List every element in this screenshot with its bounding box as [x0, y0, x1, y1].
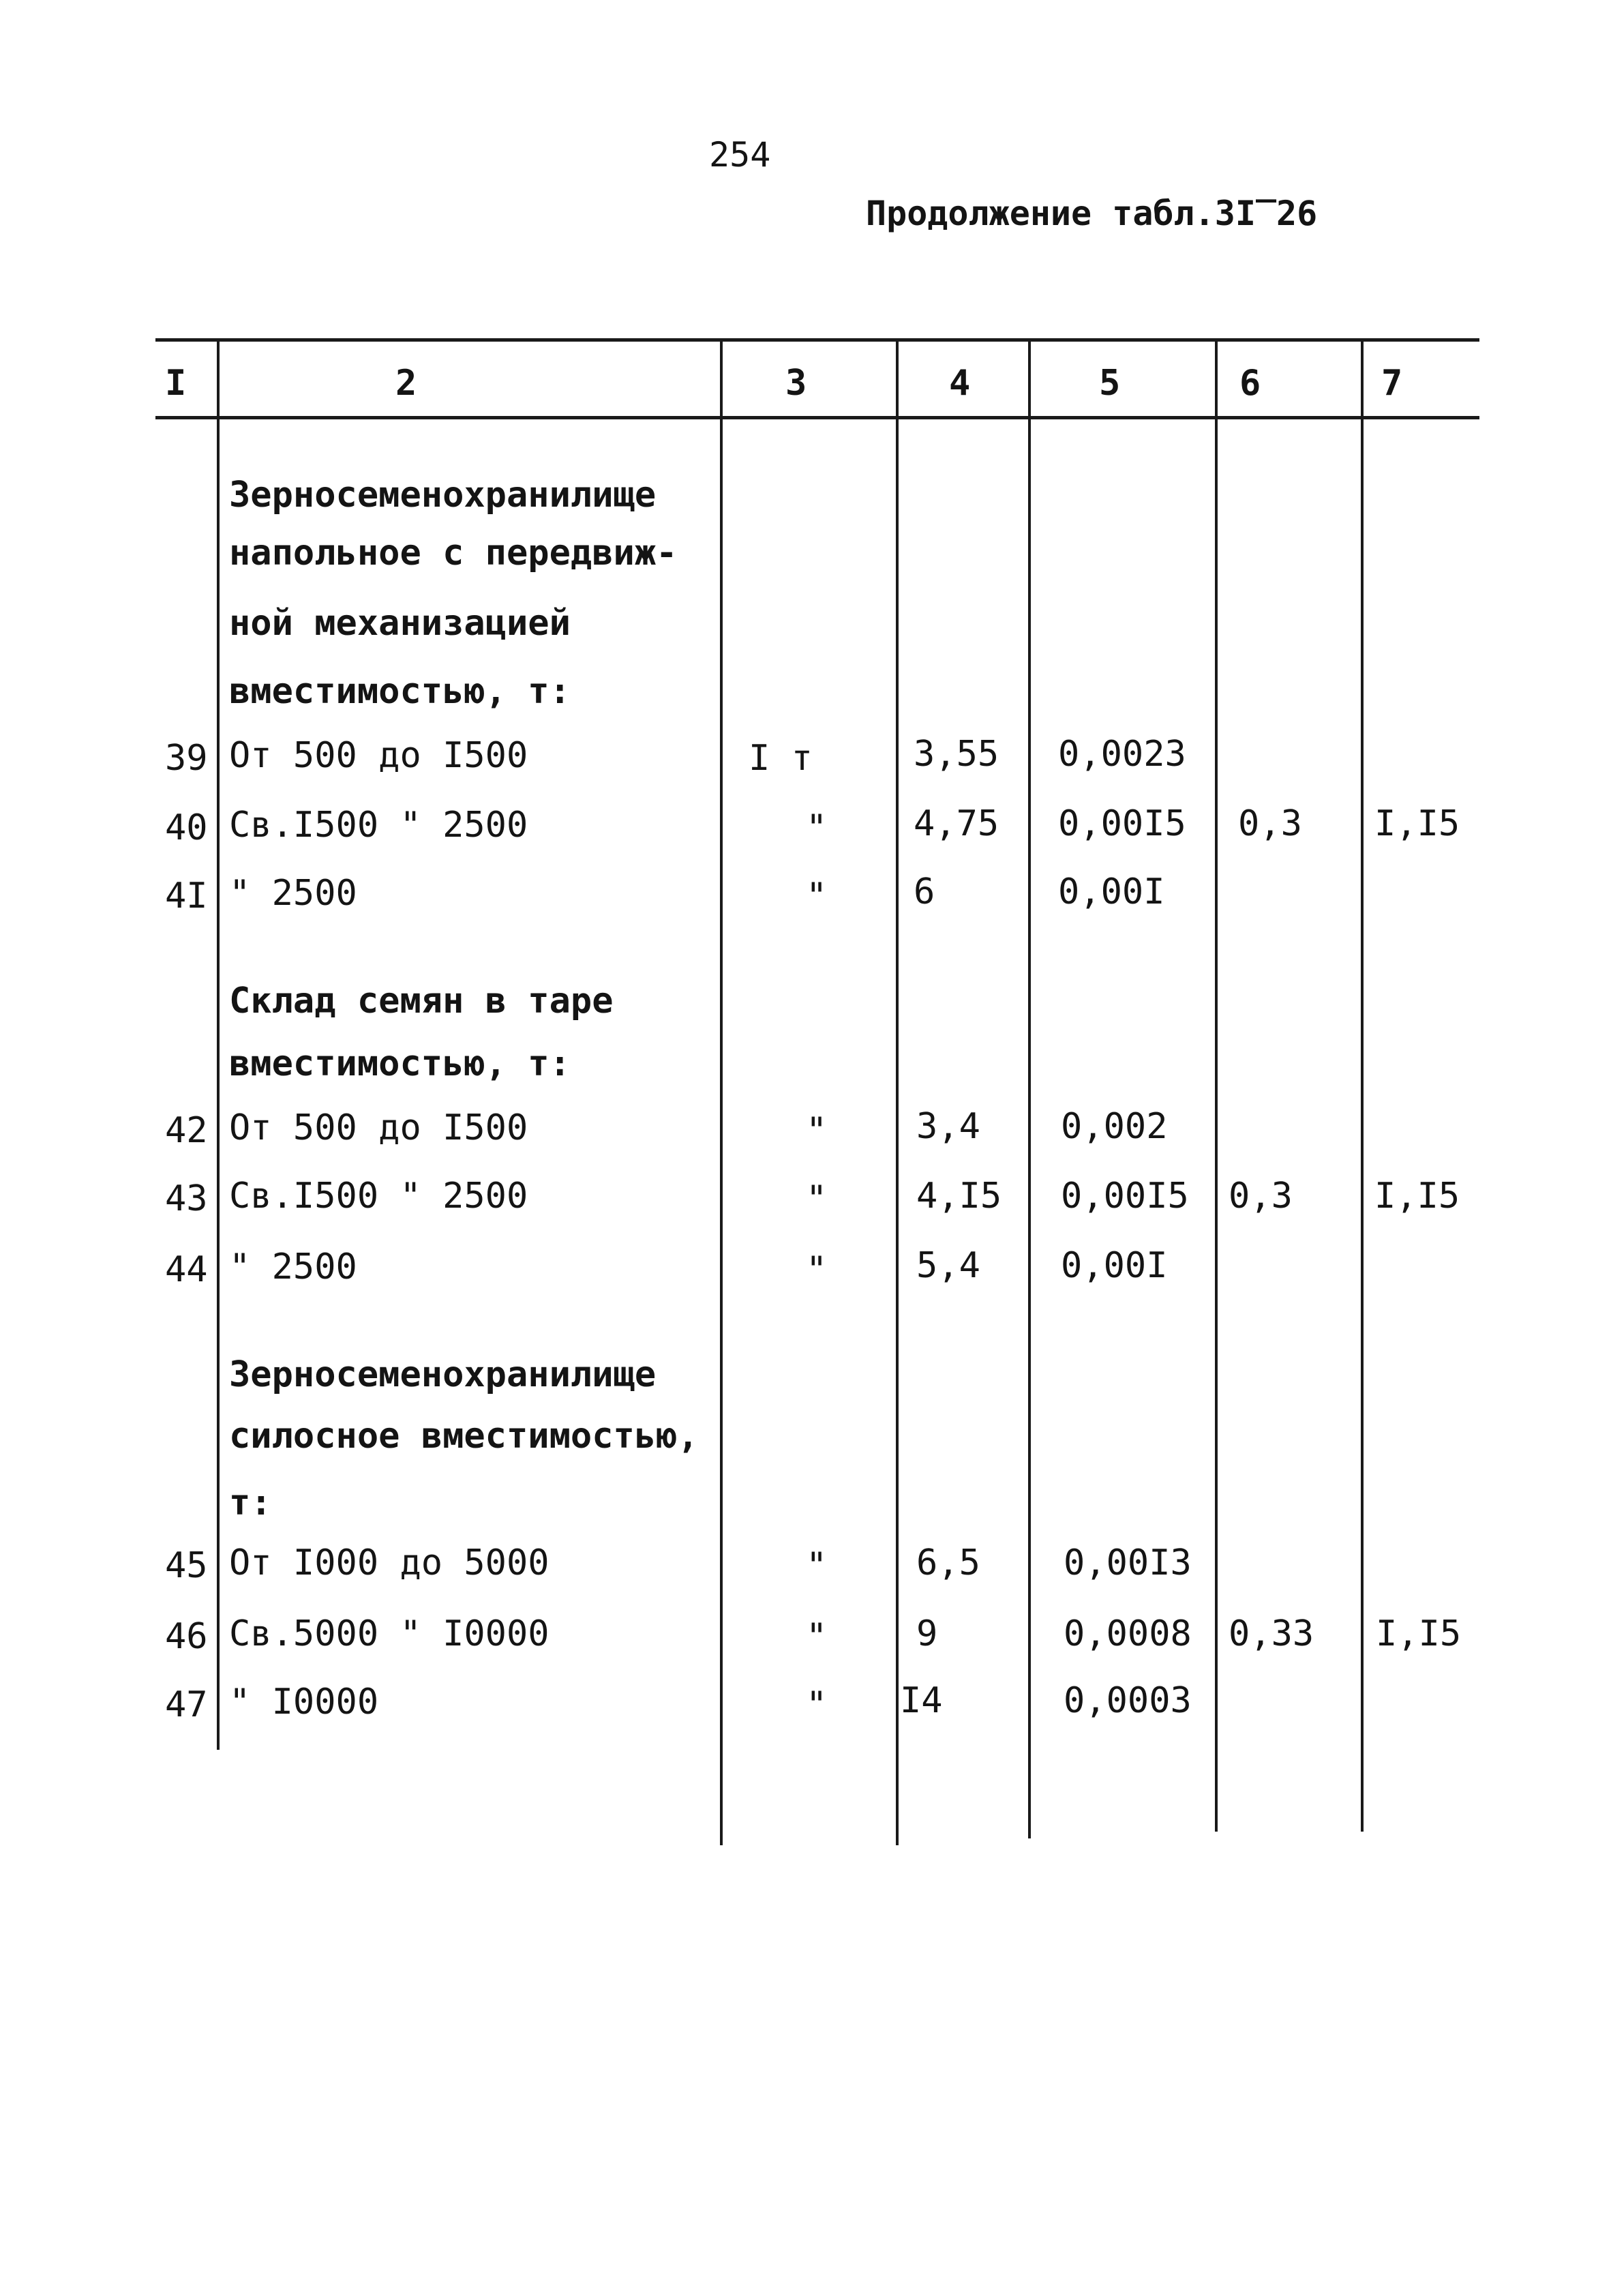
row-col4: 5,4: [916, 1245, 980, 1286]
header-col-4: 4: [949, 363, 971, 404]
column-divider-1: [217, 338, 220, 1750]
group-col6: 0,3: [1229, 1176, 1293, 1217]
group-title-line: напольное с передвиж-: [229, 533, 678, 573]
row-unit: ": [806, 1178, 828, 1219]
row-number: 47: [165, 1684, 208, 1725]
row-name: От I000 до 5000: [229, 1542, 549, 1583]
row-col4: 3,4: [916, 1106, 980, 1147]
row-col4: 4,I5: [916, 1176, 1002, 1217]
header-col-6: 6: [1239, 363, 1261, 404]
column-divider-3: [896, 338, 899, 1845]
page-number: 254: [709, 135, 771, 175]
header-col-5: 5: [1099, 363, 1121, 404]
group-title-line: т:: [229, 1482, 272, 1523]
row-number: 46: [165, 1616, 208, 1657]
row-number: 39: [165, 738, 208, 779]
row-col4: 6,5: [916, 1542, 980, 1583]
row-unit: ": [806, 1545, 828, 1586]
row-unit: ": [806, 876, 828, 916]
row-col5: 0,0008: [1064, 1613, 1192, 1654]
column-divider-4: [1028, 338, 1031, 1838]
row-name: Св.I500 " 2500: [229, 805, 528, 846]
header-col-3: 3: [785, 363, 807, 404]
table-top-rule: [155, 338, 1479, 342]
row-number: 43: [165, 1178, 208, 1219]
group-title-line: вместимостью, т:: [229, 671, 571, 712]
row-col5: 0,0003: [1064, 1680, 1192, 1721]
row-col4: I4: [900, 1680, 943, 1721]
group-col6: 0,33: [1229, 1613, 1314, 1654]
row-number: 45: [165, 1545, 208, 1586]
header-col-1: I: [165, 363, 187, 404]
group-col6: 0,3: [1238, 803, 1302, 844]
column-divider-5: [1215, 338, 1218, 1832]
row-col5: 0,00I5: [1061, 1176, 1189, 1217]
row-number: 40: [165, 807, 208, 848]
row-col4: 3,55: [914, 734, 999, 775]
row-col5: 0,002: [1061, 1106, 1168, 1147]
row-number: 44: [165, 1249, 208, 1290]
row-col5: 0,00I5: [1058, 803, 1186, 844]
row-name: " 2500: [229, 1247, 357, 1287]
column-divider-6: [1361, 338, 1364, 1832]
header-col-7: 7: [1381, 363, 1403, 404]
row-col4: 4,75: [914, 803, 999, 844]
row-unit: ": [806, 1110, 828, 1151]
group-col7: I,I5: [1376, 1613, 1462, 1654]
group-col7: I,I5: [1374, 1176, 1460, 1217]
header-bottom-rule: [155, 416, 1479, 419]
group-title-line: вместимостью, т:: [229, 1043, 571, 1084]
group-title-line: Зерносеменохранилище: [229, 1354, 657, 1395]
group-title-line: Склад семян в таре: [229, 981, 614, 1022]
row-unit: I т: [749, 738, 813, 779]
row-col5: 0,00I: [1058, 871, 1165, 912]
row-number: 4I: [165, 876, 208, 916]
row-name: Св.I500 " 2500: [229, 1176, 528, 1217]
row-unit: ": [806, 807, 828, 848]
row-name: От 500 до I500: [229, 1107, 528, 1148]
row-name: " 2500: [229, 873, 357, 914]
row-unit: ": [806, 1616, 828, 1657]
row-col5: 0,00I: [1061, 1245, 1168, 1286]
row-name: Св.5000 " I0000: [229, 1613, 549, 1654]
table-caption: Продолжение табл.3I‾26: [866, 194, 1318, 233]
row-col4: 9: [916, 1613, 938, 1654]
group-col7: I,I5: [1374, 803, 1460, 844]
header-col-2: 2: [395, 363, 417, 404]
row-name: " I0000: [229, 1682, 379, 1723]
row-unit: ": [806, 1249, 828, 1290]
row-number: 42: [165, 1110, 208, 1151]
row-col5: 0,0023: [1058, 734, 1186, 775]
group-title-line: Зерносеменохранилище: [229, 475, 657, 516]
group-title-line: ной механизацией: [229, 603, 571, 644]
column-divider-2: [720, 338, 723, 1845]
group-title-line: силосное вместимостью,: [229, 1416, 699, 1457]
row-col4: 6: [914, 871, 935, 912]
row-col5: 0,00I3: [1064, 1542, 1192, 1583]
row-name: От 500 до I500: [229, 735, 528, 776]
row-unit: ": [806, 1684, 828, 1725]
